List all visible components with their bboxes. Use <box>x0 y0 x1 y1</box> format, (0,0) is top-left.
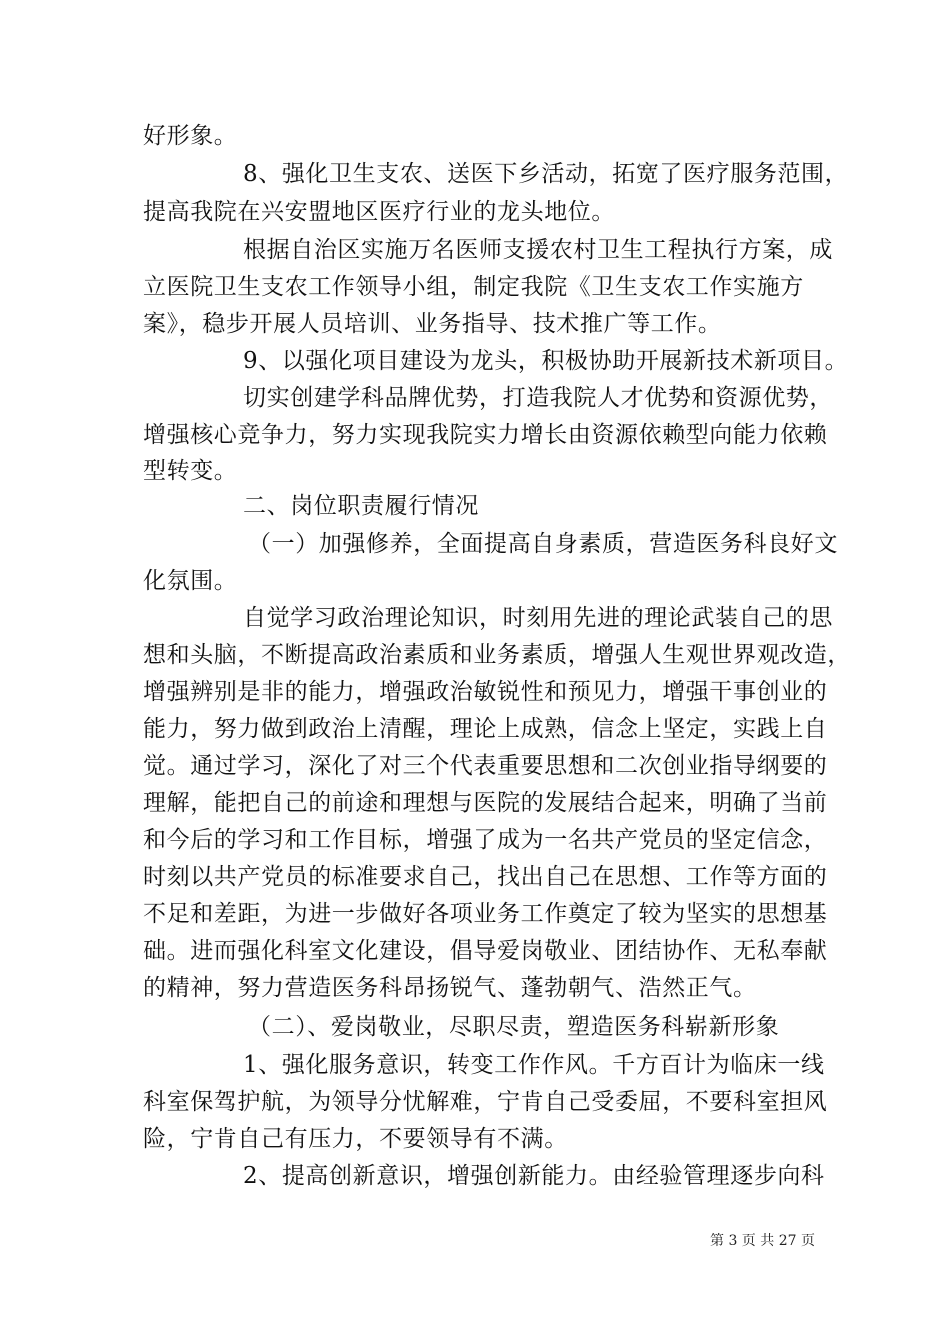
text-line: 2、提高创新意识，增强创新能力。由经验管理逐步向科 <box>243 1163 825 1189</box>
text-line: 科室保驾护航，为领导分忧解难，宁肯自己受委屈，不要科室担风 <box>143 1089 828 1115</box>
text-line: 提高我院在兴安盟地区医疗行业的龙头地位。 <box>143 199 615 225</box>
text-line: 想和头脑，不断提高政治素质和业务素质，增强人生观世界观改造， <box>143 642 851 668</box>
subsection-heading: （二）、爱岗敬业，尽职尽责，塑造医务科崭新形象 <box>248 1014 780 1040</box>
text-line: 险，宁肯自己有压力，不要领导有不满。 <box>143 1126 568 1152</box>
text-line: 9、以强化项目建设为龙头，积极协助开展新技术新项目。 <box>243 348 849 374</box>
subsection-heading: （一）加强修养，全面提高自身素质，营造医务科良好文 <box>248 531 838 557</box>
text-line: 1、强化服务意识，转变工作作风。千方百计为临床一线 <box>243 1052 825 1078</box>
text-line: 好形象。 <box>143 123 238 149</box>
text-line: 时刻以共产党员的标准要求自己，找出自己在思想、工作等方面的 <box>143 864 828 890</box>
section-heading: 二、岗位职责履行情况 <box>243 493 479 519</box>
text-line: 案》，稳步开展人员培训、业务指导、技术推广等工作。 <box>143 311 722 337</box>
text-line: 自觉学习政治理论知识，时刻用先进的理论武装自己的思 <box>243 605 833 631</box>
text-line: 化氛围。 <box>143 568 238 594</box>
text-line: 能力，努力做到政治上清醒，理论上成熟，信念上坚定，实践上自 <box>143 716 828 742</box>
page-number-footer: 第 3 页 共 27 页 <box>710 1233 815 1249</box>
text-line: 8、强化卫生支农、送医下乡活动，拓宽了医疗服务范围， <box>243 161 849 187</box>
text-line: 根据自治区实施万名医师支援农村卫生工程执行方案，成 <box>243 237 833 263</box>
text-line: 础。进而强化科室文化建设，倡导爱岗敬业、团结协作、无私奉献 <box>143 938 828 964</box>
text-line: 理解，能把自己的前途和理想与医院的发展结合起来，明确了当前 <box>143 790 828 816</box>
text-line: 型转变。 <box>143 458 238 484</box>
text-line: 和今后的学习和工作目标，增强了成为一名共产党员的坚定信念， <box>143 827 828 853</box>
text-line: 立医院卫生支农工作领导小组，制定我院《卫生支农工作实施方 <box>143 274 804 300</box>
text-line: 切实创建学科品牌优势，打造我院人才优势和资源优势， <box>243 385 833 411</box>
text-line: 觉。通过学习，深化了对三个代表重要思想和二次创业指导纲要的 <box>143 753 828 779</box>
text-line: 的精神，努力营造医务科昂扬锐气、蓬勃朝气、浩然正气。 <box>143 975 757 1001</box>
text-line: 增强核心竞争力，努力实现我院实力增长由资源依赖型向能力依赖 <box>143 422 828 448</box>
text-line: 增强辨别是非的能力，增强政治敏锐性和预见力，增强干事创业的 <box>143 679 828 705</box>
text-line: 不足和差距，为进一步做好各项业务工作奠定了较为坚实的思想基 <box>143 901 828 927</box>
